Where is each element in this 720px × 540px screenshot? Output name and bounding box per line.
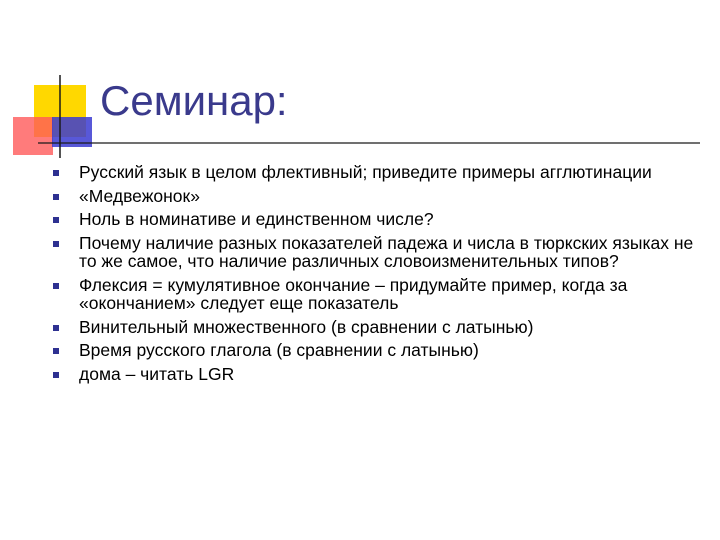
bullet-text: Флексия = кумулятивное окончание – придумайте пример, когда за «окончанием» следует еще показатель [79, 274, 628, 313]
bullet-item [53, 318, 703, 337]
bullet-item [53, 187, 703, 206]
bullet-item [53, 210, 703, 229]
bullet-text: Винительный множественного (в сравнении с латынью) [79, 316, 534, 337]
square-bullet-icon [53, 217, 59, 223]
bullet-item [53, 234, 703, 271]
bullet-item [53, 276, 703, 313]
slide-title: Семинар: [100, 77, 288, 124]
bullet-text: Почему наличие разных показателей падежа и числа в тюркских языках не то же самое, что наличие различных словоизменительных типов? [79, 232, 694, 271]
bullet-text: Русский язык в целом флективный; приведите примеры агглютинации [79, 162, 652, 182]
bullet-item [53, 341, 703, 360]
bullet-item [53, 163, 703, 182]
bullet-list [53, 163, 703, 388]
deco-red-square [13, 117, 53, 155]
square-bullet-icon [53, 348, 59, 354]
bullet-text: «Медвежонок» [79, 185, 200, 206]
square-bullet-icon [53, 241, 59, 247]
square-bullet-icon [53, 170, 59, 176]
bullet-text: Время русского глагола (в сравнении с латынью) [79, 340, 479, 360]
bullet-text: Ноль в номинативе и единственном числе? [79, 209, 434, 229]
bullet-text: дома – читать LGR [79, 363, 235, 384]
square-bullet-icon [53, 325, 59, 331]
square-bullet-icon [53, 283, 59, 289]
bullet-item [53, 365, 703, 384]
square-bullet-icon [53, 194, 59, 200]
square-bullet-icon [53, 372, 59, 378]
